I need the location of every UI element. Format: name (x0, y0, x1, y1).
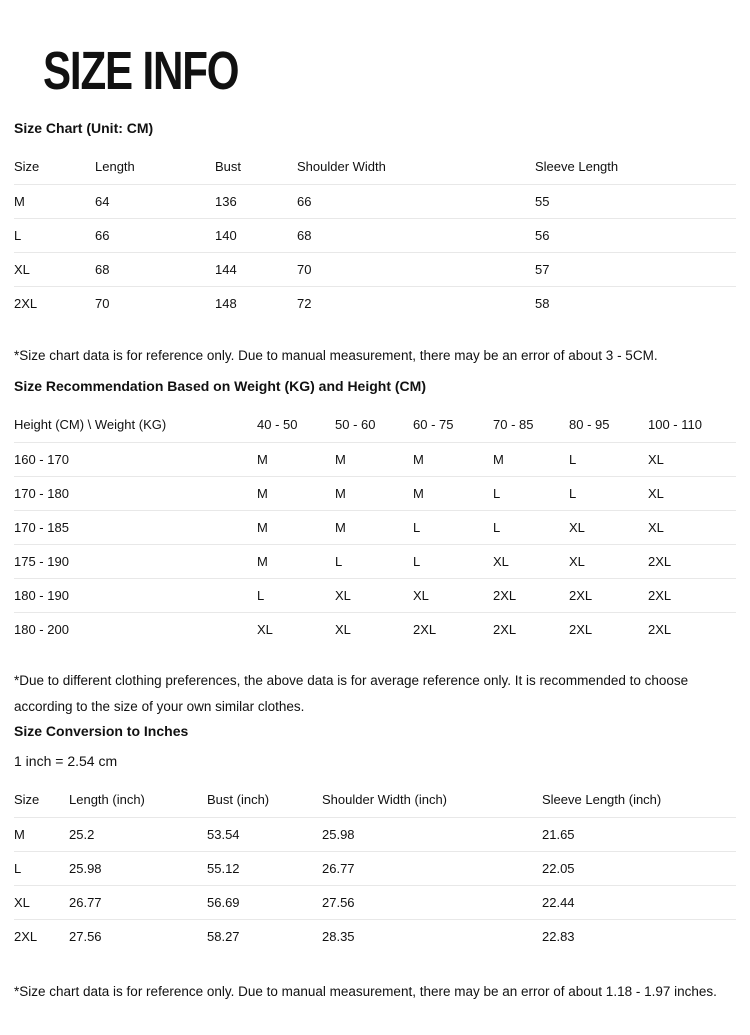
table-cell: M (335, 485, 346, 501)
table-cell: 58.27 (207, 928, 240, 944)
table-cell: 144 (215, 261, 237, 277)
table-header-row (14, 782, 736, 817)
table-cell: 2XL (14, 295, 38, 311)
conversion-note: *Size chart data is for reference only. Due to manual measurement, there may be an error of about 1.18 - 1.97 inches. (14, 984, 717, 999)
table-cell: 2XL (648, 587, 672, 603)
table-cell: 22.83 (542, 928, 575, 944)
table-cell: XL (14, 894, 30, 910)
size-conversion-table-body (14, 817, 736, 953)
column-header: Shoulder Width (inch) (322, 791, 447, 807)
table-cell: M (413, 485, 424, 501)
recommendation-note: *Due to different clothing preferences, the above data is for average reference only. It is recommended to choose according to the size of your own similar clothes. (14, 673, 689, 714)
table-cell: 180 - 200 (14, 621, 69, 637)
table-cell: L (14, 860, 22, 876)
size-recommendation-table (14, 407, 736, 646)
table-cell: M (413, 451, 424, 467)
table-cell: 53.54 (207, 826, 240, 842)
table-row (14, 851, 736, 885)
table-cell: 27.56 (69, 928, 102, 944)
table-cell: 25.98 (69, 860, 102, 876)
size-conversion-table-head (14, 782, 736, 817)
size-recommendation-heading: Size Recommendation Based on Weight (KG) and Height (CM) (14, 378, 426, 394)
table-cell: 2XL (569, 621, 593, 637)
column-header: 50 - 60 (335, 416, 376, 432)
table-cell: 27.56 (322, 894, 355, 910)
table-cell: 2XL (14, 928, 38, 944)
table-cell: M (257, 553, 268, 569)
column-header: Size (14, 791, 40, 807)
table-row (14, 442, 736, 476)
table-cell: L (569, 485, 577, 501)
column-header: Shoulder Width (297, 158, 386, 174)
size-conversion-table (14, 782, 736, 953)
table-cell: XL (569, 553, 585, 569)
table-row (14, 286, 736, 320)
column-header: Length (95, 158, 135, 174)
table-row (14, 612, 736, 646)
table-cell: 180 - 190 (14, 587, 69, 603)
table-cell: XL (648, 519, 664, 535)
table-cell: 25.2 (69, 826, 95, 842)
table-cell: 66 (297, 193, 312, 209)
table-cell: 64 (95, 193, 110, 209)
column-header: 40 - 50 (257, 416, 298, 432)
table-row (14, 218, 736, 252)
size-conversion-heading: Size Conversion to Inches (14, 723, 189, 739)
table-cell: L (14, 227, 22, 243)
table-row (14, 252, 736, 286)
table-cell: 56 (535, 227, 550, 243)
page-title: SIZE INFO (43, 41, 239, 101)
table-cell: 66 (95, 227, 110, 243)
table-cell: 26.77 (322, 860, 355, 876)
table-cell: 2XL (648, 553, 672, 569)
table-cell: XL (257, 621, 273, 637)
table-cell: XL (648, 451, 664, 467)
table-cell: 68 (297, 227, 312, 243)
table-cell: 58 (535, 295, 550, 311)
table-cell: M (257, 451, 268, 467)
table-cell: XL (413, 587, 429, 603)
table-cell: XL (335, 587, 351, 603)
table-cell: 26.77 (69, 894, 102, 910)
table-cell: 170 - 185 (14, 519, 69, 535)
table-cell: 56.69 (207, 894, 240, 910)
table-cell: 22.05 (542, 860, 575, 876)
table-header-row (14, 149, 736, 184)
size-chart-cm-table-body (14, 184, 736, 320)
column-header: Length (inch) (69, 791, 145, 807)
size-chart-note: *Size chart data is for reference only. Due to manual measurement, there may be an error of about 3 - 5CM. (14, 348, 658, 363)
size-chart-heading: Size Chart (Unit: CM) (14, 120, 154, 136)
table-cell: 2XL (493, 587, 517, 603)
table-cell: 140 (215, 227, 237, 243)
column-header: 70 - 85 (493, 416, 534, 432)
table-cell: XL (14, 261, 30, 277)
table-cell: L (493, 485, 501, 501)
table-row (14, 544, 736, 578)
table-cell: 2XL (493, 621, 517, 637)
column-header: 100 - 110 (648, 416, 702, 432)
table-cell: 70 (95, 295, 110, 311)
table-cell: XL (569, 519, 585, 535)
table-row (14, 184, 736, 218)
table-cell: M (257, 485, 268, 501)
table-cell: M (14, 826, 25, 842)
column-header: 60 - 75 (413, 416, 454, 432)
table-row (14, 510, 736, 544)
column-header: Height (CM) \ Weight (KG) (14, 416, 167, 432)
table-cell: 55 (535, 193, 550, 209)
size-chart-cm-table-head (14, 149, 736, 184)
table-cell: 2XL (648, 621, 672, 637)
table-cell: L (413, 553, 421, 569)
table-cell: 175 - 190 (14, 553, 69, 569)
column-header: Bust (215, 158, 242, 174)
column-header: 80 - 95 (569, 416, 610, 432)
table-row (14, 919, 736, 953)
table-cell: M (335, 451, 346, 467)
table-cell: 2XL (569, 587, 593, 603)
size-recommendation-table-body (14, 442, 736, 646)
table-cell: 25.98 (322, 826, 355, 842)
table-cell: M (335, 519, 346, 535)
column-header: Sleeve Length (inch) (542, 791, 662, 807)
column-header: Sleeve Length (535, 158, 619, 174)
table-header-row (14, 407, 736, 442)
table-cell: M (493, 451, 504, 467)
size-info-page (0, 41, 750, 1035)
table-cell: 160 - 170 (14, 451, 69, 467)
table-cell: M (257, 519, 268, 535)
table-cell: 72 (297, 295, 312, 311)
table-cell: 68 (95, 261, 110, 277)
table-cell: 170 - 180 (14, 485, 69, 501)
table-cell: 57 (535, 261, 550, 277)
table-cell: 21.65 (542, 826, 575, 842)
table-cell: 2XL (413, 621, 437, 637)
table-cell: L (413, 519, 421, 535)
table-row (14, 578, 736, 612)
table-cell: L (493, 519, 501, 535)
table-cell: 55.12 (207, 860, 240, 876)
table-cell: XL (493, 553, 509, 569)
table-cell: 22.44 (542, 894, 575, 910)
inch-conversion-line: 1 inch = 2.54 cm (14, 753, 118, 769)
table-cell: L (569, 451, 577, 467)
table-row (14, 817, 736, 851)
table-cell: 70 (297, 261, 312, 277)
table-cell: 148 (215, 295, 237, 311)
table-cell: XL (335, 621, 351, 637)
table-cell: L (257, 587, 265, 603)
table-cell: XL (648, 485, 664, 501)
column-header: Bust (inch) (207, 791, 270, 807)
table-cell: L (335, 553, 343, 569)
table-row (14, 885, 736, 919)
table-cell: 136 (215, 193, 237, 209)
table-cell: M (14, 193, 25, 209)
column-header: Size (14, 158, 40, 174)
size-recommendation-table-head (14, 407, 736, 442)
table-row (14, 476, 736, 510)
size-chart-cm-table (14, 149, 736, 320)
table-cell: 28.35 (322, 928, 355, 944)
